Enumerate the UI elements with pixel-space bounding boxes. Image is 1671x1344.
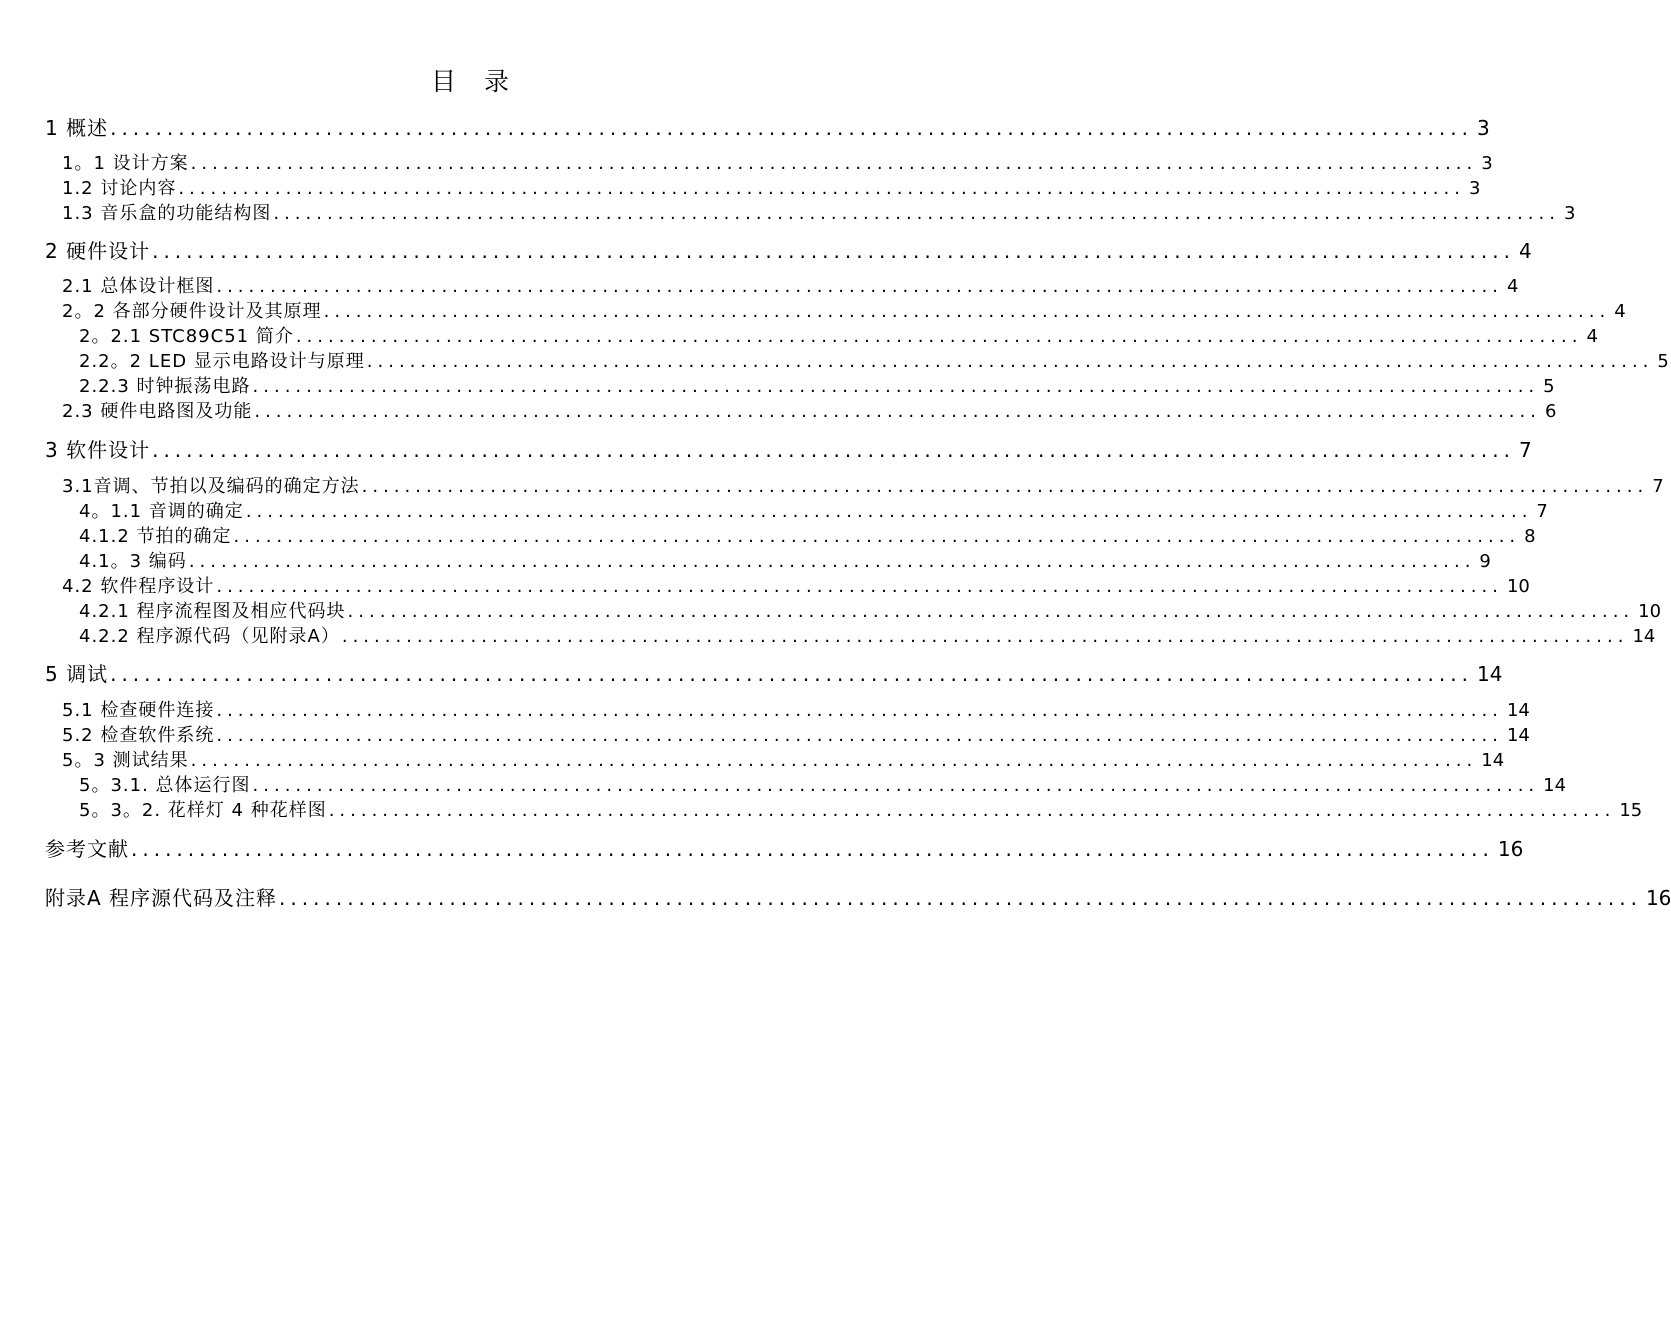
- toc-entry-page: 14: [1506, 725, 1530, 746]
- dot-leader: ........................................................................................................................: [279, 886, 1642, 910]
- toc-entry[interactable]: [62, 272, 1519, 298]
- dot-leader: ........................................................................................................................: [252, 775, 1540, 796]
- dot-leader: ........................................................................................................................: [366, 351, 1654, 372]
- dot-leader: ........................................................................................................................: [216, 700, 1503, 721]
- toc-entry[interactable]: [79, 322, 1598, 348]
- toc-entry[interactable]: [79, 597, 1662, 623]
- toc-entry[interactable]: [79, 372, 1555, 398]
- toc-entry[interactable]: [45, 434, 1532, 463]
- toc-entry-page: 8: [1524, 526, 1536, 547]
- toc-entry-label: 5 调试: [45, 662, 109, 686]
- toc-entry-page: 4: [1586, 326, 1598, 347]
- toc-entry-page: 9: [1479, 551, 1491, 572]
- dot-leader: ........................................................................................................................: [252, 376, 1540, 397]
- toc-entry-page: 4: [1518, 239, 1532, 263]
- toc-entry-label: 1 概述: [45, 116, 109, 140]
- toc-entry-label: 5.1 检查硬件连接: [62, 700, 215, 721]
- toc-entry[interactable]: [45, 235, 1532, 264]
- toc-entry[interactable]: [79, 497, 1548, 523]
- toc-entry-label: 参考文献: [45, 837, 129, 861]
- dot-leader: ........................................................................................................................: [328, 800, 1616, 821]
- dot-leader: ........................................................................................................................: [323, 301, 1611, 322]
- toc-entry-page: 16: [1645, 886, 1671, 910]
- dot-leader: ........................................................................................................................: [233, 526, 1521, 547]
- toc-entry-label: 1.2 讨论内容: [62, 178, 177, 199]
- toc-entry[interactable]: [62, 721, 1530, 747]
- toc-entry-page: 10: [1506, 576, 1530, 597]
- dot-leader: ........................................................................................................................: [341, 626, 1629, 647]
- toc-entry-page: 14: [1543, 775, 1567, 796]
- toc-entry[interactable]: [79, 771, 1567, 797]
- dot-leader: ........................................................................................................................: [190, 750, 1478, 771]
- toc-entry[interactable]: [62, 746, 1505, 772]
- toc-entry-label: 4。1.1 音调的确定: [79, 501, 244, 522]
- toc-entry-page: 3: [1468, 178, 1481, 199]
- toc-entry-label: 1.3 音乐盒的功能结构图: [62, 203, 272, 224]
- toc-entry-page: 15: [1619, 800, 1643, 821]
- toc-entry[interactable]: [62, 572, 1530, 598]
- dot-leader: ........................................................................................................................: [273, 203, 1560, 224]
- toc-entry-label: 2.1 总体设计框图: [62, 276, 215, 297]
- dot-leader: ........................................................................................................................: [216, 725, 1503, 746]
- toc-entry-page: 5: [1543, 376, 1555, 397]
- toc-entry-label: 2。2 各部分硬件设计及其原理: [62, 301, 322, 322]
- dot-leader: ........................................................................................................................: [110, 116, 1473, 140]
- toc-entry-page: 14: [1476, 662, 1503, 686]
- toc-entry-page: 16: [1497, 837, 1524, 861]
- toc-entry-page: 7: [1536, 501, 1548, 522]
- toc-entry-label: 4.2.2 程序源代码（见附录A）: [79, 626, 340, 647]
- toc-entry-page: 14: [1481, 750, 1505, 771]
- dot-leader: ........................................................................................................................: [361, 476, 1649, 497]
- toc-entry-page: 4: [1506, 276, 1519, 297]
- toc-entry-label: 5。3 测试结果: [62, 750, 189, 771]
- toc-entry-label: 2.3 硬件电路图及功能: [62, 401, 253, 422]
- toc-entry-page: 3: [1476, 116, 1490, 140]
- toc-entry-label: 3 软件设计: [45, 438, 151, 462]
- toc-entry-label: 1。1 设计方案: [62, 153, 189, 174]
- toc-entry-label: 4.2 软件程序设计: [62, 576, 215, 597]
- dot-leader: ........................................................................................................................: [216, 576, 1503, 597]
- toc-entry-label: 2。2.1 STC89C51 简介: [79, 326, 294, 347]
- dot-leader: ........................................................................................................................: [152, 239, 1515, 263]
- toc-entry[interactable]: [62, 297, 1626, 323]
- dot-leader: ........................................................................................................................: [152, 438, 1515, 462]
- toc-entry-page: 14: [1632, 626, 1656, 647]
- toc-entry-label: 5。3.1. 总体运行图: [79, 775, 251, 796]
- toc-entry[interactable]: [45, 882, 1671, 911]
- toc-entry-label: 3.1音调、节拍以及编码的确定方法: [62, 476, 360, 497]
- dot-leader: ........................................................................................................................: [245, 501, 1533, 522]
- toc-entry-label: 附录A 程序源代码及注释: [45, 886, 278, 910]
- toc-entry-page: 10: [1638, 601, 1662, 622]
- toc-entry-page: 7: [1518, 438, 1532, 462]
- toc-entry[interactable]: [79, 522, 1536, 548]
- toc-entry-label: 5.2 检查软件系统: [62, 725, 215, 746]
- toc-entry-page: 4: [1614, 301, 1626, 322]
- toc-entry[interactable]: [79, 796, 1643, 822]
- toc-entry-label: 4.1。3 编码: [79, 551, 187, 572]
- toc-entry[interactable]: [79, 547, 1491, 573]
- toc-entry[interactable]: [62, 199, 1576, 225]
- toc-entry[interactable]: [62, 149, 1493, 175]
- dot-leader: ........................................................................................................................: [216, 276, 1503, 297]
- dot-leader: ........................................................................................................................: [295, 326, 1583, 347]
- toc-title: 目 录: [431, 67, 519, 96]
- toc-entry-page: 3: [1563, 203, 1576, 224]
- toc-entry-page: 14: [1506, 700, 1530, 721]
- toc-entry[interactable]: [79, 347, 1669, 373]
- toc-entry-label: 2.2。2 LED 显示电路设计与原理: [79, 351, 365, 372]
- toc-entry[interactable]: [79, 622, 1656, 648]
- toc-entry-label: 4.1.2 节拍的确定: [79, 526, 232, 547]
- toc-entry[interactable]: [62, 397, 1557, 423]
- toc-entry-label: 2 硬件设计: [45, 239, 151, 263]
- toc-entry-page: 6: [1544, 401, 1557, 422]
- toc-entry-page: 5: [1657, 351, 1669, 372]
- dot-leader: ........................................................................................................................: [131, 837, 1494, 861]
- dot-leader: ........................................................................................................................: [190, 153, 1478, 174]
- dot-leader: ........................................................................................................................: [110, 662, 1473, 686]
- toc-entry-label: 4.2.1 程序流程图及相应代码块: [79, 601, 346, 622]
- toc-entry[interactable]: [45, 658, 1503, 687]
- dot-leader: ........................................................................................................................: [347, 601, 1635, 622]
- toc-entry[interactable]: [45, 112, 1490, 141]
- dot-leader: ........................................................................................................................: [178, 178, 1465, 199]
- toc-entry[interactable]: [45, 833, 1524, 862]
- toc-entry[interactable]: [62, 696, 1530, 722]
- dot-leader: ........................................................................................................................: [254, 401, 1541, 422]
- toc-entry-label: 2.2.3 时钟振荡电路: [79, 376, 251, 397]
- toc-entry-page: 7: [1652, 476, 1664, 497]
- toc-entry[interactable]: [62, 472, 1664, 498]
- dot-leader: ........................................................................................................................: [188, 551, 1476, 572]
- toc-entry-page: 3: [1481, 153, 1493, 174]
- toc-entry[interactable]: [62, 174, 1481, 200]
- toc-entry-label: 5。3。2. 花样灯 4 种花样图: [79, 800, 327, 821]
